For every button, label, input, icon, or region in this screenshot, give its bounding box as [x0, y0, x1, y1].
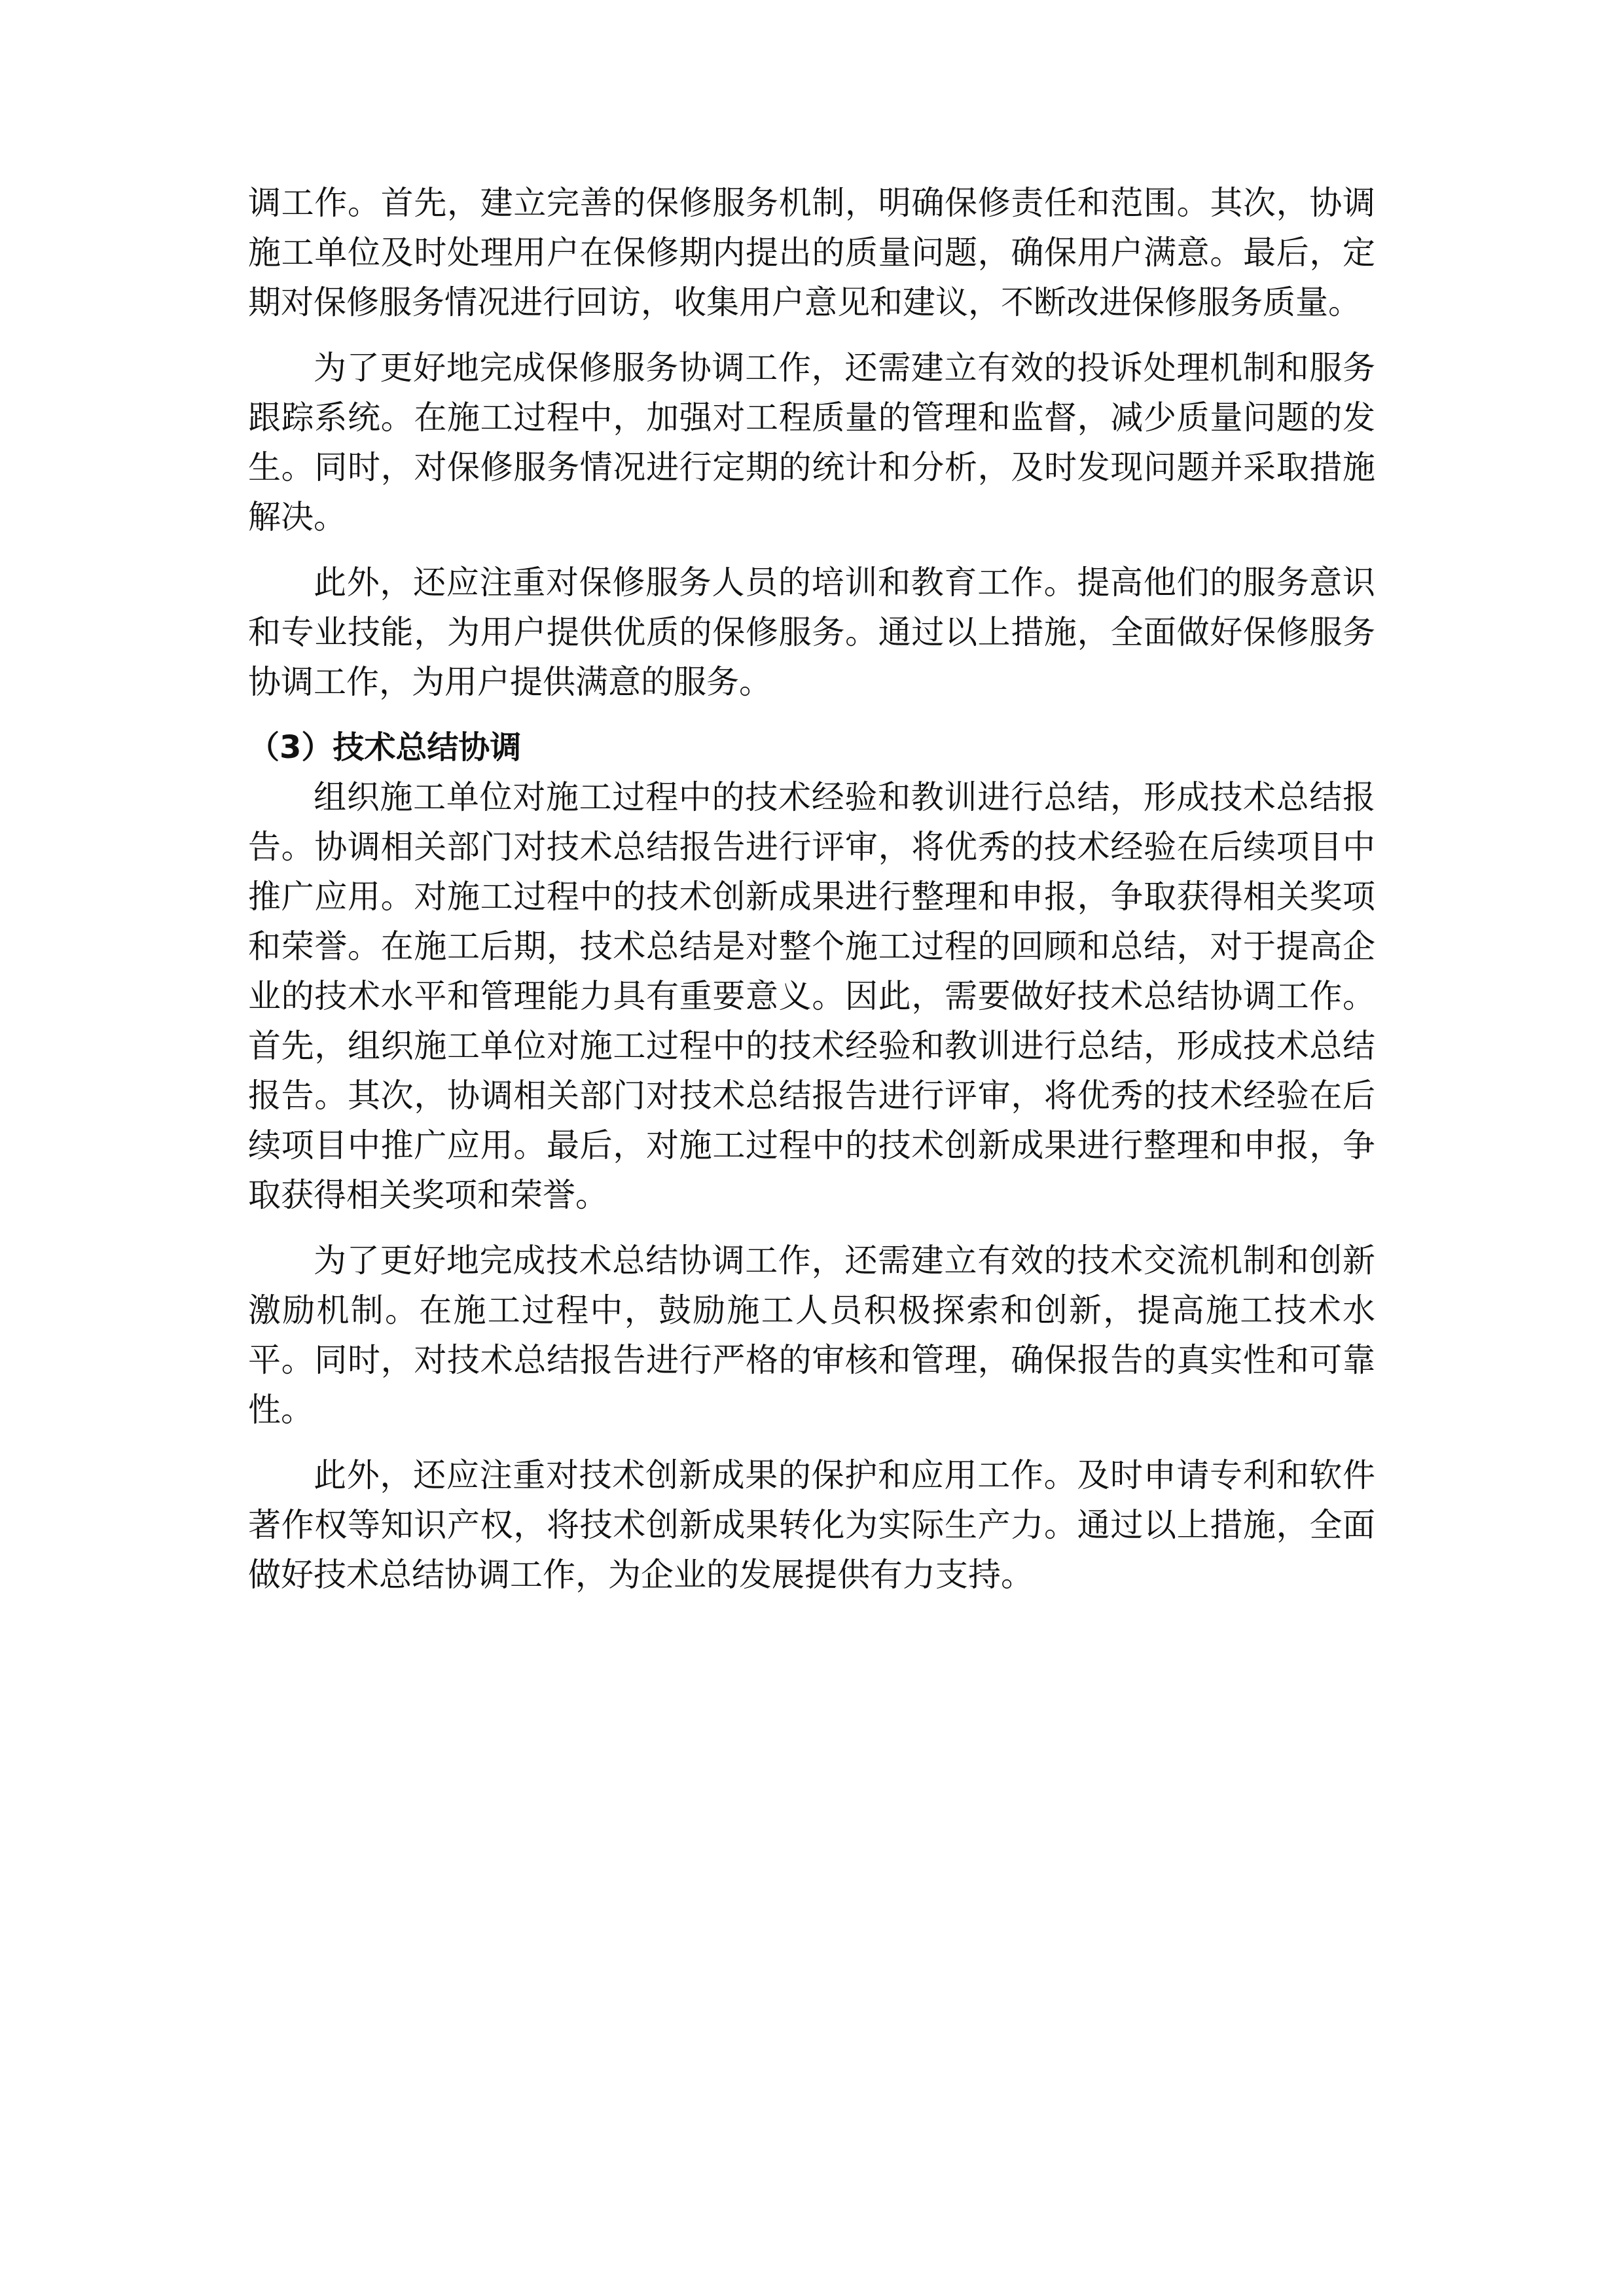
paragraph-continuation: 调工作。首先，建立完善的保修服务机制，明确保修责任和范围。其次，协调施工单位及时处理用户在保修期内提出的质量问题，确保用户满意。最后，定期对保修服务情况进行回访，收集用户意见和建议，不断改进保修服务质量。 — [248, 184, 1375, 321]
paragraph-warranty-mechanism: 为了更好地完成保修服务协调工作，还需建立有效的投诉处理机制和服务跟踪系统。在施工过程中，加强对工程质量的管理和监督，减少质量问题的发生。同时，对保修服务情况进行定期的统计和分析，及时发现问题并采取措施解决。 — [248, 349, 1375, 536]
paragraph-warranty-training: 此外，还应注重对保修服务人员的培训和教育工作。提高他们的服务意识和专业技能，为用户提供优质的保修服务。通过以上措施，全面做好保修服务协调工作，为用户提供满意的服务。 — [248, 564, 1375, 701]
document-body — [248, 178, 1375, 1600]
section-heading: （3）技术总结协调 — [248, 729, 522, 766]
paragraph-innovation-protection: 此外，还应注重对技术创新成果的保护和应用工作。及时申请专利和软件著作权等知识产权，将技术创新成果转化为实际生产力。通过以上措施，全面做好技术总结协调工作，为企业的发展提供有力支持。 — [248, 1456, 1375, 1594]
paragraph-technical-summary: 组织施工单位对施工过程中的技术经验和教训进行总结，形成技术总结报告。协调相关部门对技术总结报告进行评审，将优秀的技术经验在后续项目中推广应用。对施工过程中的技术创新成果进行整理和申报，争取获得相关奖项和荣誉。在施工后期，技术总结是对整个施工过程的回顾和总结，对于提高企业的技术水平和管理能力具有重要意义。因此，需要做好技术总结协调工作。首先，组织施工单位对施工过程中的技术经验和教训进行总结，形成技术总结报告。其次，协调相关部门对技术总结报告进行评审，将优秀的技术经验在后续项目中推广应用。最后，对施工过程中的技术创新成果进行整理和申报，争取获得相关奖项和荣誉。 — [248, 778, 1375, 1214]
paragraph-technical-exchange: 为了更好地完成技术总结协调工作，还需建立有效的技术交流机制和创新激励机制。在施工过程中，鼓励施工人员积极探索和创新，提高施工技术水平。同时，对技术总结报告进行严格的审核和管理，确保报告的真实性和可靠性。 — [248, 1242, 1375, 1429]
